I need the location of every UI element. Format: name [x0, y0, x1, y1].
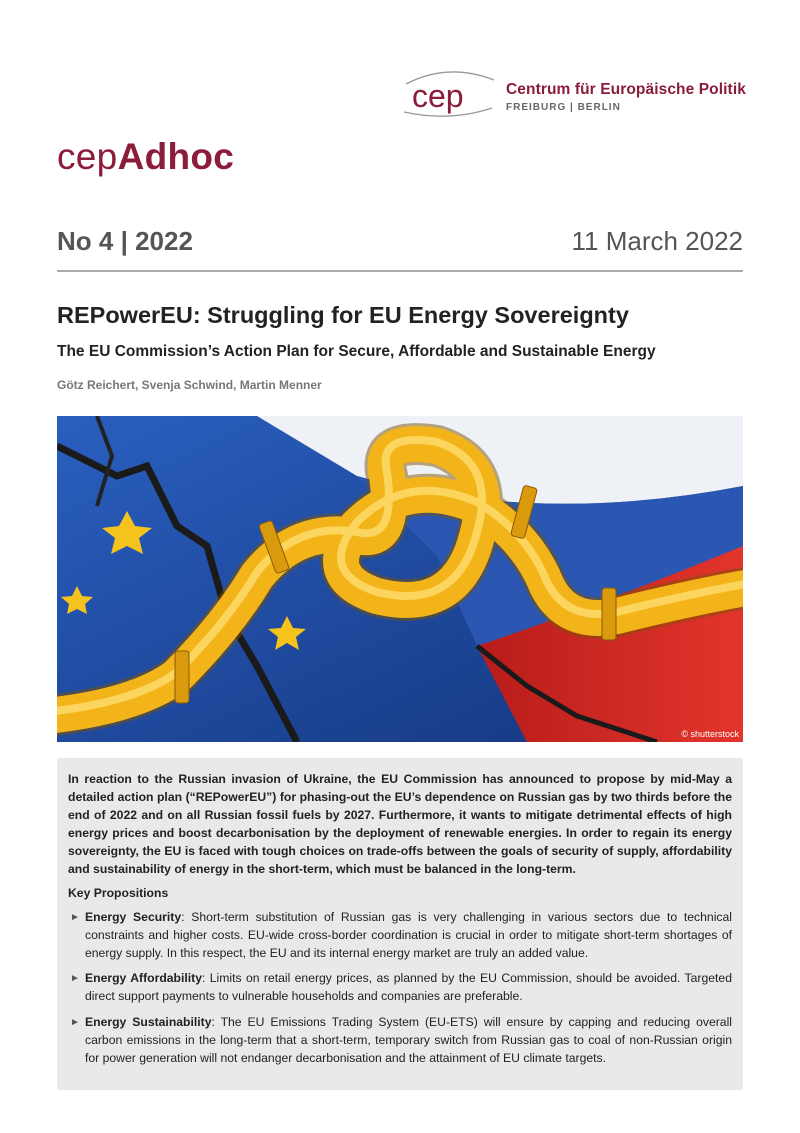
- header-divider: [57, 270, 743, 272]
- cep-logo-mark: [400, 64, 500, 124]
- cep-logo[interactable]: [400, 64, 760, 124]
- triangle-bullet-icon: ►: [70, 912, 80, 923]
- triangle-bullet-icon: ►: [70, 1016, 80, 1028]
- issue-date: 11 March 2022: [571, 226, 743, 256]
- key-propositions-list: [68, 909, 732, 1067]
- proposition-term: Energy Affordability: [85, 971, 202, 986]
- abstract-summary: In reaction to the Russian invasion of Ukraine, the EU Commission has announced to propose by mid-May a detailed action plan (“REPowerEU”) for phasing-out the EU’s dependence on Russian gas by two thirds before the end of 2022 and on all Russian fossil fuels by 2027. Furthermore, it wants to mitigate detrimental effects of high energy prices and boost decarbonisation by the deployment of renewable energies. In order to regain its energy sovereignty, the EU is faced with tough choices on trade-offs between the goals of security of supply, affordability and sustainability of energy in the short-term, which must be balanced in the long-term.: [68, 772, 732, 876]
- list-item: [68, 1014, 732, 1067]
- proposition-term: Energy Security: [85, 910, 182, 924]
- hero-image: [57, 416, 743, 742]
- proposition-text: : Short-term substitution of Russian gas is very challenging in various sectors due to technical constraints and higher costs. EU-wide cross-border coordination is crucial in order to mitigate short-term shortages of energy supply. In this respect, the EU and its internal energy market are truly an added value.: [85, 910, 732, 960]
- issue-number: No 4 | 2022: [57, 226, 193, 256]
- key-propositions-heading: Key Propositions: [68, 886, 169, 900]
- logo-cities: FREIBURG | BERLIN: [506, 102, 621, 113]
- image-credit: © shutterstock: [681, 729, 739, 739]
- article-authors: Götz Reichert, Svenja Schwind, Martin Menner: [57, 378, 322, 392]
- proposition-term: Energy Sustainability: [85, 1014, 212, 1029]
- list-item: [68, 970, 732, 1006]
- list-item: [68, 909, 732, 962]
- logo-organisation-name: Centrum für Europäische Politik: [506, 81, 746, 98]
- pipeline-knot-illustration: [57, 416, 743, 742]
- brand-prefix: cep: [57, 136, 118, 177]
- logo-mark-text: cep: [412, 78, 464, 114]
- brand-suffix: Adhoc: [117, 136, 235, 177]
- proposition-text: : The EU Emissions Trading System (EU-ETS) will ensure by capping and reducing overall carbon emissions in the long-term that a short-term, temporary switch from Russian gas to coal of non-Russian origin for power generation will not endanger decarbonisation and the attainment of EU climate targets.: [85, 1014, 732, 1065]
- article-subtitle: The EU Commission’s Action Plan for Secure, Affordable and Sustainable Energy: [57, 343, 656, 360]
- article-title: REPowerEU: Struggling for EU Energy Sovereignty: [57, 302, 629, 328]
- triangle-bullet-icon: ►: [70, 973, 80, 985]
- proposition-text: : Limits on retail energy prices, as planned by the EU Commission, should be avoided. Targeted direct support payments to vulnerable households and companies are preferable.: [85, 971, 732, 1004]
- series-brand: [57, 136, 234, 178]
- abstract-box: [57, 758, 743, 1090]
